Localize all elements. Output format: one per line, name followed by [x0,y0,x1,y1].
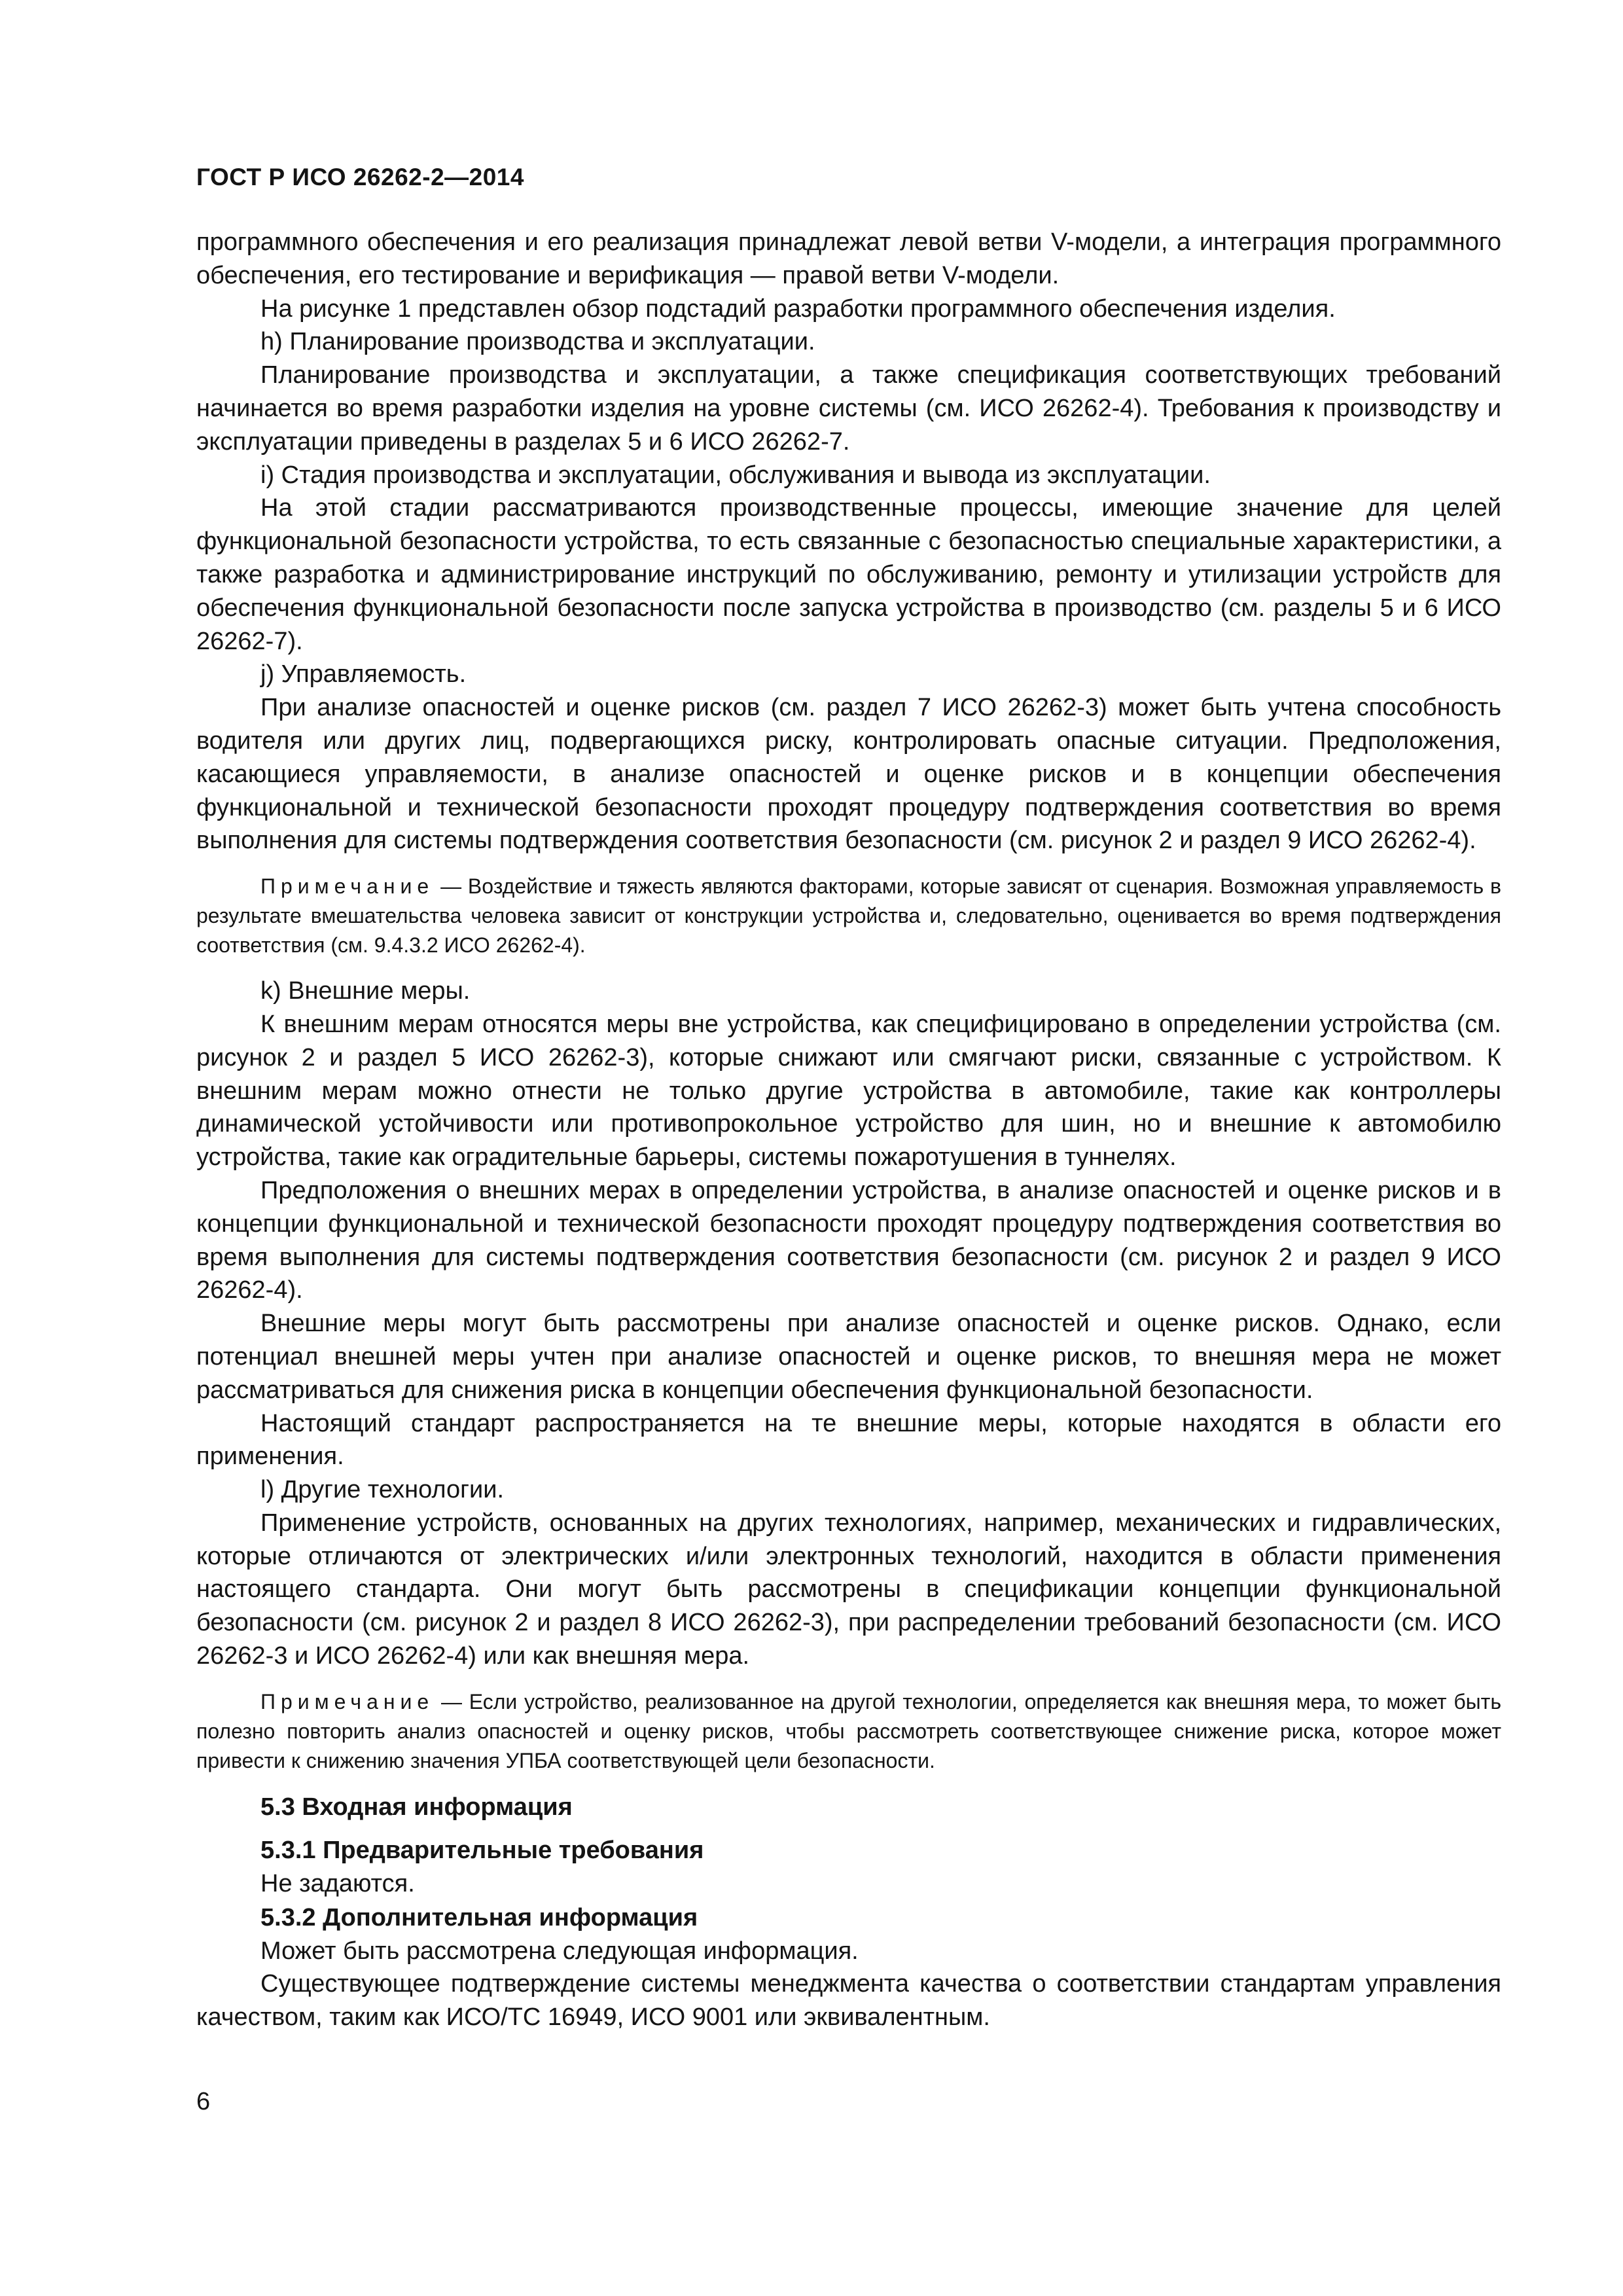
note-text: — Если устройство, реализованное на другой технологии, определяется как внешняя мера, то может быть полезно повторить анализ опасностей и оценку рисков, чтобы рассмотреть соответствующее снижение риска, которое может привести к снижению значения УПБА соответствующей цели безопасности. [196,1689,1501,1772]
paragraph: Внешние меры могут быть рассмотрены при анализе опасностей и оценке рисков. Однако, если потенциал внешней меры учтен при анализе опасностей и оценке рисков, то внешняя мера не может рассматриваться для снижения риска в концепции обеспечения функциональной безопасности. [196,1310,1501,1404]
paragraph: Предположения о внешних мерах в определении устройства, в анализе опасностей и оценке рисков и в концепции функциональной и технической безопасности проходят процедуру подтверждения соответствия во время выполнения для системы подтверждения соответствия безопасности (см. рисунок 2 и раздел 9 ИСО 26262-4). [196,1176,1501,1304]
subsection-heading: 5.3.1 Предварительные требования [260,1836,704,1864]
paragraph: Применение устройств, основанных на других технологиях, например, механических и гидравлических, которые отличаются от электрических и/или электронных технологий, находится в области применения настоящего стандарта. Они могут быть рассмотрены в спецификации концепции функциональной безопасности (см. рисунок 2 и раздел 8 ИСО 26262-3), при распределении требований безопасности (см. ИСО 26262-3 и ИСО 26262-4) или как внешняя мера. [196,1509,1501,1670]
paragraph: Существующее подтверждение системы менеджмента качества о соответствии стандартам управления качеством, таким как ИСО/ТС 16949, ИСО 9001 или эквивалентным. [196,1970,1501,2032]
list-item-heading: l) Другие технологии. [260,1476,505,1504]
document-body [196,226,1501,2034]
paragraph: При анализе опасностей и оценке рисков (см. раздел 7 ИСО 26262-3) может быть учтена способность водителя или других лиц, подвергающихся риску, контролировать опасные ситуации. Предположения, касающиеся управляемости, в анализе опасностей и оценке рисков и в концепции обеспечения функциональной и технической безопасности проходят процедуру подтверждения соответствия во время выполнения для системы подтверждения соответствия безопасности (см. рисунок 2 и раздел 9 ИСО 26262-4). [196,694,1501,855]
section-heading: 5.3 Входная информация [260,1793,573,1821]
note [196,872,1501,960]
subsection-heading: 5.3.2 Дополнительная информация [260,1903,698,1931]
list-item-heading: j) Управляемость. [260,660,467,689]
note [196,1687,1501,1776]
list-item-heading: h) Планирование производства и эксплуатации. [260,328,815,356]
note-text: — Воздействие и тяжесть являются факторами, которые зависят от сценария. Возможная управляемость в результате вмешательства человека зависит от конструкции устройства и, следовательно, оценивается во время подтверждения соответствия (см. 9.4.3.2 ИСО 26262-4). [196,874,1501,958]
note-label: Примечание [260,1689,435,1713]
paragraph: программного обеспечения и его реализация принадлежат левой ветви V-модели, а интеграция программного обеспечения, его тестирование и верификация — правой ветви V-модели. [196,228,1501,289]
paragraph: К внешним мерам относятся меры вне устройства, как специфицировано в определении устройства (см. рисунок 2 и раздел 5 ИСО 26262-3), которые снижают или смягчают риски, связанные с устройством. К внешним мерам можно отнести не только другие устройства в автомобиле, такие как контроллеры динамической устойчивости или противопрокольное устройство для шин, но и внешние к автомобилю устройства, такие как оградительные барьеры, системы пожаротушения в туннелях. [196,1010,1501,1172]
list-item-heading: i) Стадия производства и эксплуатации, обслуживания и вывода из эксплуатации. [260,461,1211,489]
list-item-heading: k) Внешние меры. [260,977,471,1005]
paragraph: Настоящий стандарт распространяется на те внешние меры, которые находятся в области его применения. [196,1409,1501,1471]
paragraph: Может быть рассмотрена следующая информация. [260,1937,859,1965]
paragraph: Не задаются. [260,1869,415,1897]
paragraph: Планирование производства и эксплуатации, а также спецификация соответствующих требований начинается во время разработки изделия на уровне системы (см. ИСО 26262-4). Требования к производству и эксплуатации приведены в разделах 5 и 6 ИСО 26262-7. [196,361,1501,456]
note-label: Примечание [260,874,435,899]
paragraph: На этой стадии рассматриваются производственные процессы, имеющие значение для целей функциональной безопасности устройства, то есть связанные с безопасностью специальные характеристики, а также разработка и администрирование инструкций по обслуживанию, ремонту и утилизации устройств для обеспечения функциональной безопасности после запуска устройства в производство (см. разделы 5 и 6 ИСО 26262-7). [196,494,1501,655]
paragraph: На рисунке 1 представлен обзор подстадий разработки программного обеспечения изделия. [260,295,1336,323]
page-number: 6 [196,2088,211,2115]
document-header: ГОСТ Р ИСО 26262-2—2014 [196,164,524,190]
